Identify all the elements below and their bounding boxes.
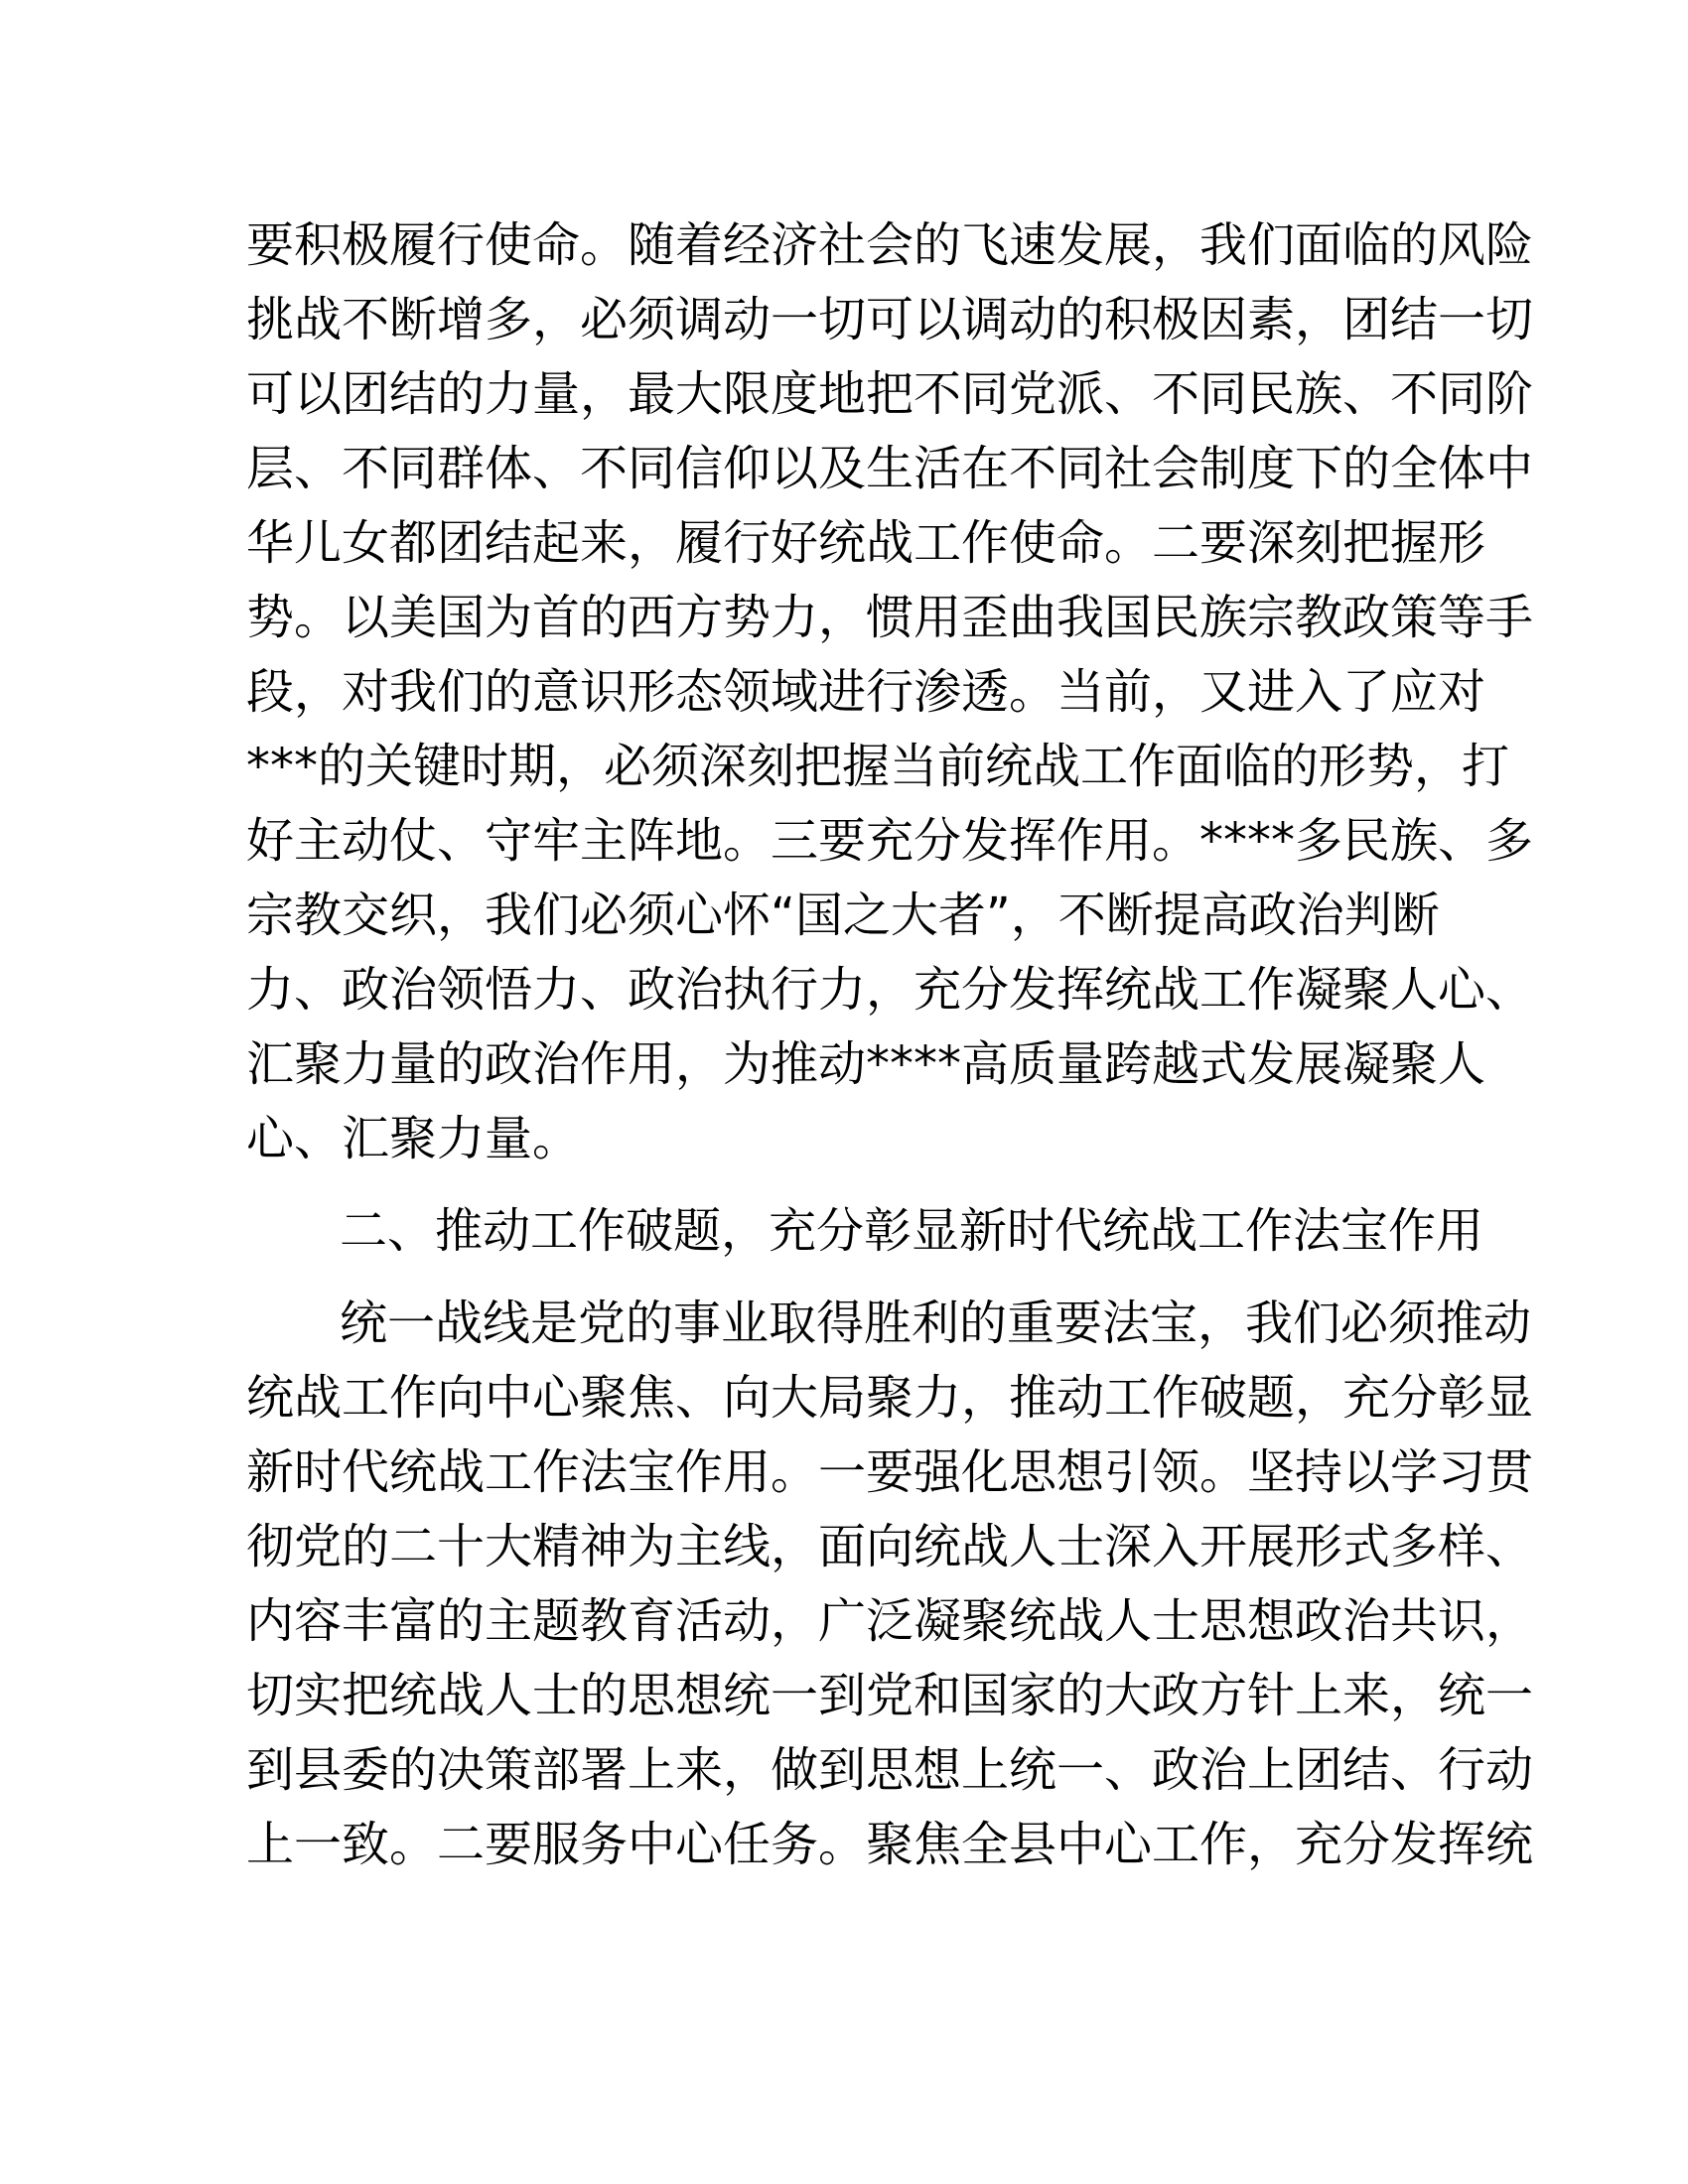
- text-line: 统战工作向中心聚焦、向大局聚力，推动工作破题，充分彰显: [246, 1370, 1534, 1426]
- paragraph-spacer: [246, 1269, 1448, 1287]
- text-line: 汇聚力量的政治作用，为推动****高质量跨越式发展凝聚人: [246, 1036, 1486, 1092]
- text-line: 挑战不断增多，必须调动一切可以调动的积极因素，团结一切: [246, 292, 1534, 347]
- text-line: 心、汇聚力量。: [246, 1111, 581, 1166]
- text-line: 好主动仗、守牢主阵地。三要充分发挥作用。****多民族、多: [246, 813, 1534, 869]
- text-line: 层、不同群体、不同信仰以及生活在不同社会制度下的全体中: [246, 441, 1534, 496]
- text-line: 华儿女都团结起来，履行好统战工作使命。二要深刻把握形: [246, 515, 1486, 571]
- text-line: 势。以美国为首的西方势力，惯用歪曲我国民族宗教政策等手: [246, 590, 1534, 645]
- text-line: 切实把统战人士的思想统一到党和国家的大政方针上来，统一: [246, 1668, 1534, 1723]
- document-body: [246, 208, 1534, 1882]
- paragraph-spacer: [246, 1176, 1448, 1194]
- paragraph-continued: [246, 208, 1534, 1176]
- text-line: 段，对我们的意识形态领域进行渗透。当前，又进入了应对: [246, 664, 1486, 720]
- text-line: 统一战线是党的事业取得胜利的重要法宝，我们必须推动: [340, 1296, 1532, 1351]
- section-heading: 二、推动工作破题，充分彰显新时代统战工作法宝作用: [340, 1203, 1484, 1259]
- text-line: 彻党的二十大精神为主线，面向统战人士深入开展形式多样、: [246, 1519, 1534, 1574]
- text-line: 力、政治领悟力、政治执行力，充分发挥统战工作凝聚人心、: [246, 962, 1534, 1018]
- text-line: 新时代统战工作法宝作用。一要强化思想引领。坚持以学习贯: [246, 1444, 1534, 1500]
- text-line: 宗教交织，我们必须心怀“国之大者”，不断提高政治判断: [246, 887, 1440, 943]
- text-line: 内容丰富的主题教育活动，广泛凝聚统战人士思想政治共识，: [246, 1593, 1534, 1649]
- text-line: 上一致。二要服务中心任务。聚焦全县中心工作，充分发挥统: [246, 1817, 1534, 1872]
- text-line: 到县委的决策部署上来，做到思想上统一、政治上团结、行动: [246, 1742, 1534, 1798]
- text-line: ***的关键时期，必须深刻把握当前统战工作面临的形势，打: [246, 739, 1510, 794]
- paragraph-body: [246, 1287, 1534, 1882]
- text-line: 要积极履行使命。随着经济社会的飞速发展，我们面临的风险: [246, 217, 1534, 273]
- text-line: 可以团结的力量，最大限度地把不同党派、不同民族、不同阶: [246, 366, 1534, 422]
